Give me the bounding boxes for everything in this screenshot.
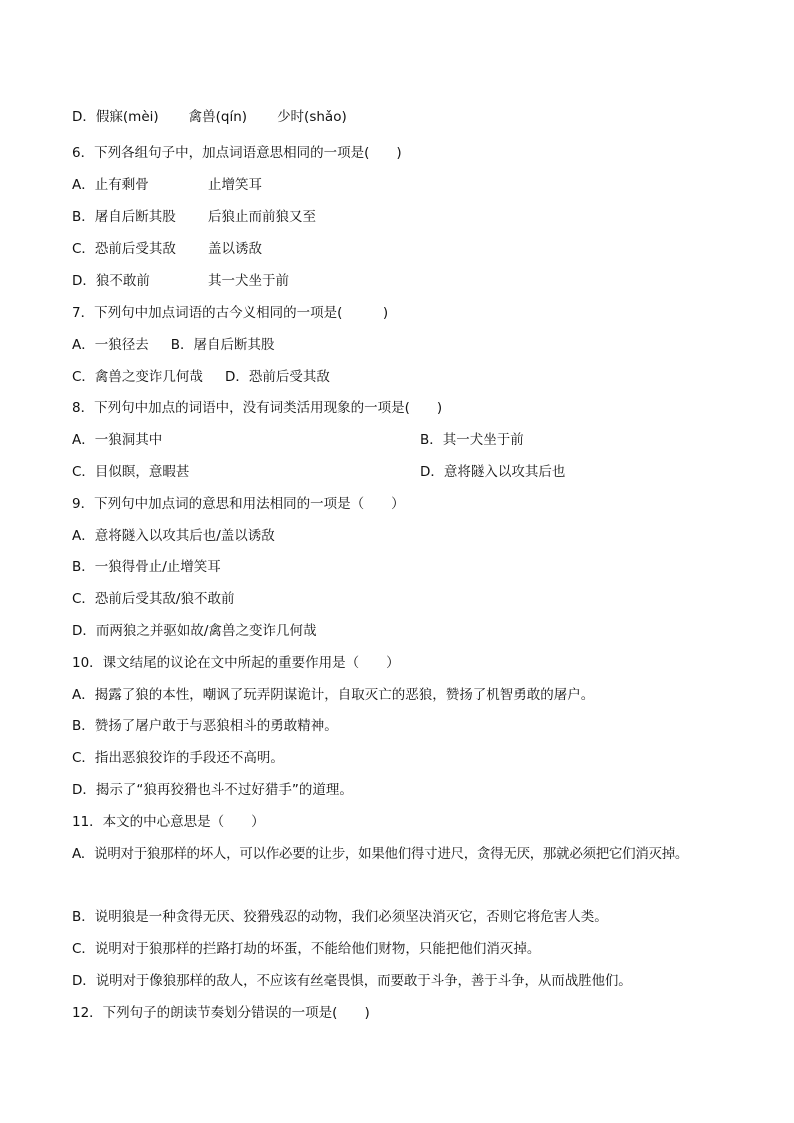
- q8-options-cd: C．目似瞑，意暇甚 D．意将隧入以攻其后也: [72, 464, 566, 480]
- q11-stem: 11．本文的中心意思是（ ）: [72, 814, 265, 830]
- q7-stem: 7．下列句中加点词语的古今义相同的一项是( ): [72, 305, 389, 321]
- q10-option-b: B．赞扬了屠户敢于与恶狼相斗的勇敢精神。: [72, 718, 338, 734]
- q5-option-d: D．假寐(mèi) 禽兽(qín) 少时(shǎo): [72, 109, 347, 125]
- q9-option-a: A．意将隧入以攻其后也/盖以诱敌: [72, 528, 275, 544]
- q9-option-c: C．恐前后受其敌/狼不敢前: [72, 591, 235, 607]
- q7-options-ab: A．一狼径去 B．屠自后断其股: [72, 337, 275, 353]
- q8-stem: 8．下列句中加点的词语中，没有词类活用现象的一项是( ): [72, 400, 443, 416]
- q11-option-a: A．说明对于狼那样的坏人，可以作必要的让步，如果他们得寸进尺，贪得无厌，那就必须把它们消灭掉。: [72, 846, 689, 862]
- q10-option-a: A．揭露了狼的本性，嘲讽了玩弄阴谋诡计，自取灭亡的恶狼，赞扬了机智勇敢的屠户。: [72, 687, 595, 703]
- q7-options-cd: C．禽兽之变诈几何哉 D．恐前后受其敌: [72, 369, 330, 385]
- q6-option-b: B．屠自后断其股 后狼止而前狼又至: [72, 209, 316, 225]
- q9-option-d: D．而两狼之并驱如故/禽兽之变诈几何哉: [72, 623, 317, 639]
- q10-option-d: D．揭示了“狼再狡猾也斗不过好猎手”的道理。: [72, 782, 353, 798]
- q11-option-b: B．说明狼是一种贪得无厌、狡猾残忍的动物，我们必须坚决消灭它，否则它将危害人类。: [72, 909, 608, 925]
- q11-option-c: C．说明对于狼那样的拦路打劫的坏蛋，不能给他们财物，只能把他们消灭掉。: [72, 941, 541, 957]
- q10-option-c: C．指出恶狼狡诈的手段还不高明。: [72, 750, 284, 766]
- q12-stem: 12．下列句子的朗读节奏划分错误的一项是( ): [72, 1005, 370, 1021]
- q6-option-d: D．狼不敢前 其一犬坐于前: [72, 273, 289, 289]
- q9-option-b: B．一狼得骨止/止增笑耳: [72, 559, 221, 575]
- q6-option-a: A．止有剩骨 止增笑耳: [72, 177, 262, 193]
- q9-stem: 9．下列句中加点词的意思和用法相同的一项是（ ）: [72, 496, 405, 512]
- q11-option-d: D．说明对于像狼那样的敌人，不应该有丝毫畏惧，而要敢于斗争，善于斗争，从而战胜他们。: [72, 973, 632, 989]
- q6-stem: 6．下列各组句子中，加点词语意思相同的一项是( ): [72, 145, 402, 161]
- q8-options-ab: A．一狼洞其中 B．其一犬坐于前: [72, 432, 524, 448]
- q10-stem: 10．课文结尾的议论在文中所起的重要作用是（ ）: [72, 655, 400, 671]
- q6-option-c: C．恐前后受其敌 盖以诱敌: [72, 241, 262, 257]
